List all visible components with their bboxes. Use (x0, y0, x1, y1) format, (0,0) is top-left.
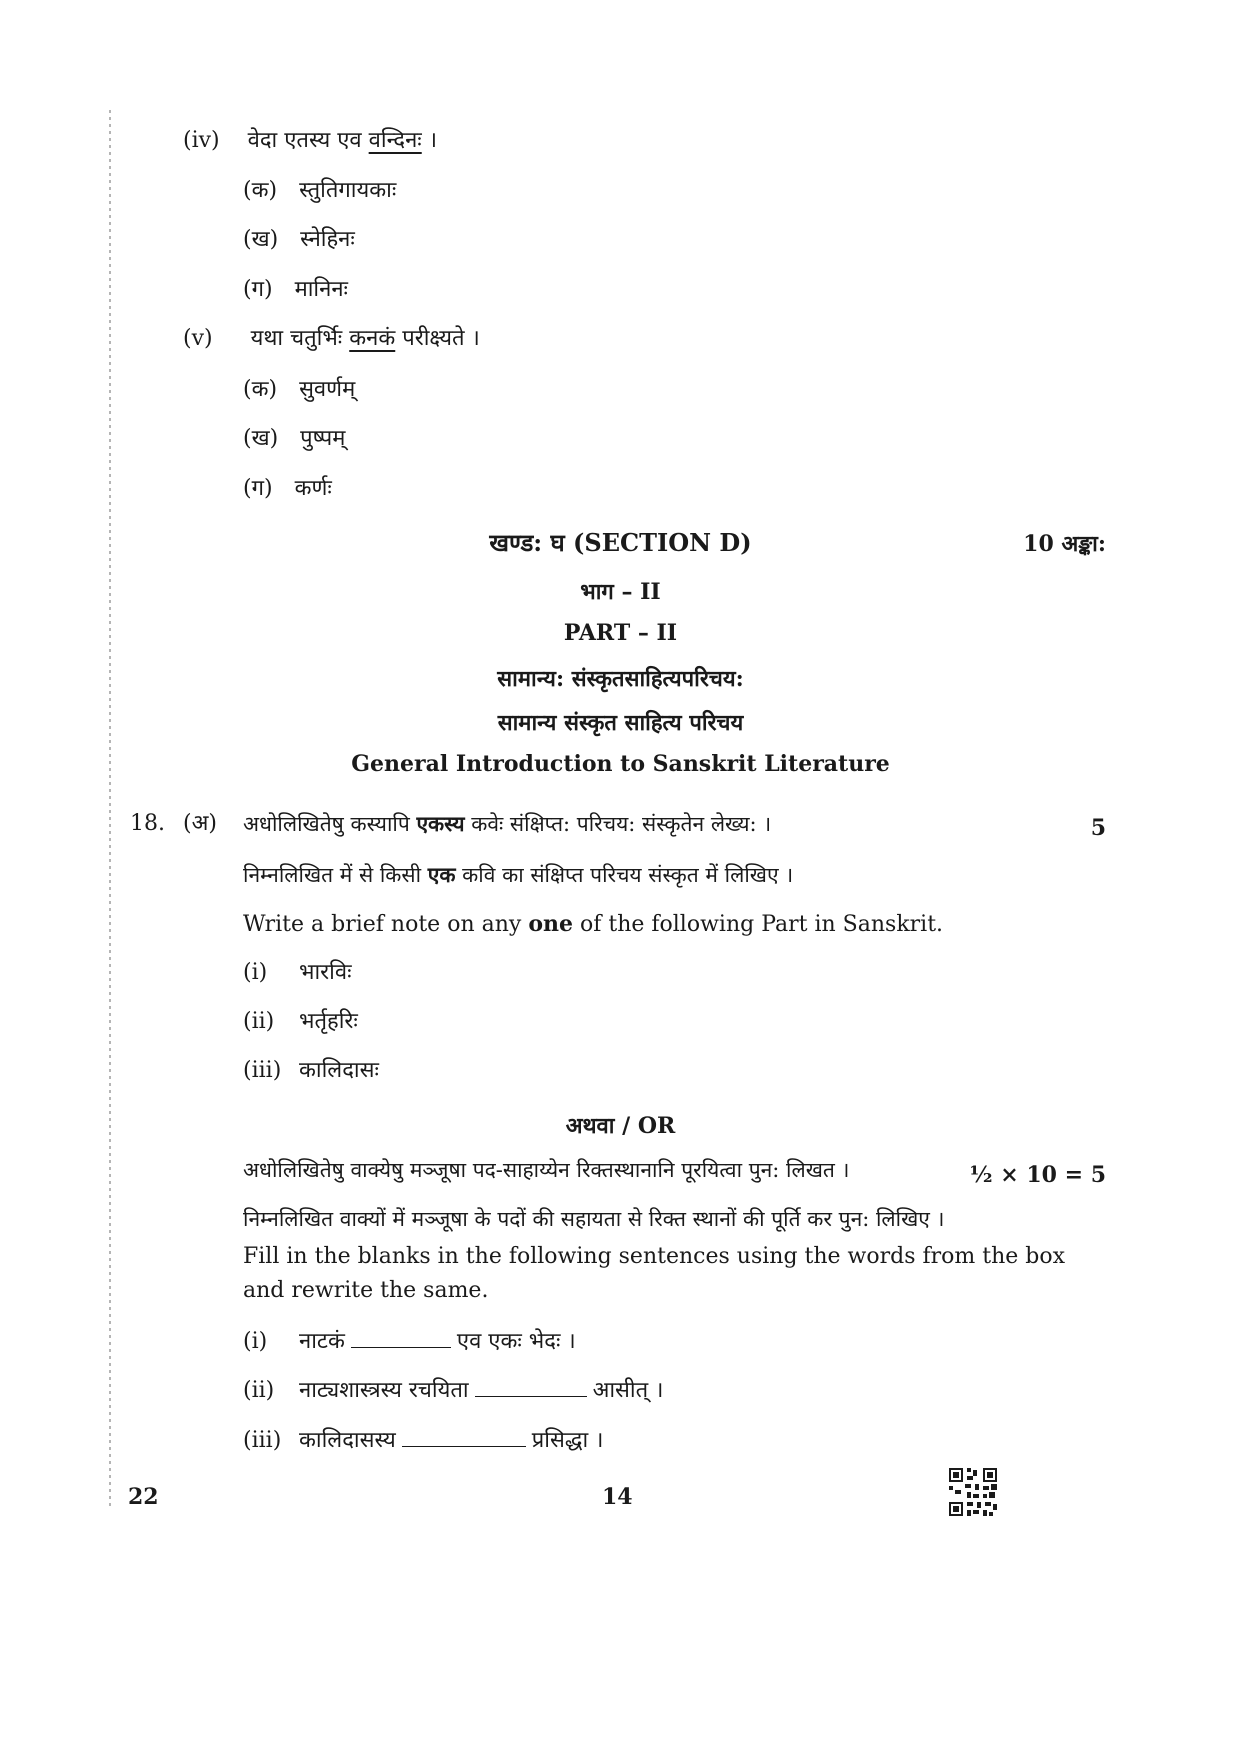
option-text: मानिनः (294, 277, 348, 302)
option-row (243, 229, 355, 251)
option-label: (क) (243, 178, 278, 203)
question-18-number: 18. (130, 811, 165, 836)
paper-code: 22 (128, 1484, 159, 1510)
question-text-post: । (421, 128, 438, 153)
item-label: (ii) (243, 1378, 275, 1403)
part-english: PART – II (563, 620, 678, 646)
option-label: (क) (243, 377, 278, 402)
text-segment: निम्नलिखित में से किसी (243, 863, 428, 887)
question-number: (iv) (183, 128, 220, 153)
blank-line (351, 1343, 451, 1348)
question-number: (v) (183, 326, 213, 351)
section-marks: 10 अङ्का: (1023, 531, 1106, 557)
part-hindi: भाग – II (580, 579, 661, 605)
option-label: (iii) (243, 1058, 282, 1083)
item-label: (iii) (243, 1428, 282, 1453)
option-text: भर्तृहरिः (299, 1009, 358, 1034)
question-text-pre: यथा चतुर्भिः (250, 326, 350, 351)
option-row (243, 379, 355, 401)
text-segment: Write a brief note on any (243, 912, 529, 937)
option-row (243, 428, 345, 450)
underlined-word: वन्दिनः (368, 128, 422, 153)
heading-hindi: सामान्य संस्कृत साहित्य परिचय (497, 710, 744, 736)
question-v (183, 328, 480, 350)
blank-line (402, 1442, 526, 1447)
option-row (243, 180, 396, 202)
question-18-line-english (243, 913, 943, 936)
or-instruction-hindi: निम्नलिखित वाक्यों में मञ्जूषा के पदों की सहायता से रिक्त स्थानों की पूर्ति कर पुन: लिखिए । (243, 1207, 945, 1231)
or-instruction-sanskrit: अधोलिखितेषु वाक्येषु मञ्जूषा पद-साहाय्येन रिक्तस्थानानि पूरयित्वा पुन: लिखत । (243, 1158, 850, 1182)
question-iv (183, 130, 437, 152)
item-text-post: प्रसिद्धा । (531, 1428, 604, 1453)
question-18-line-hindi (243, 864, 793, 886)
blank-item (243, 1331, 576, 1353)
question-text-pre: वेदा एतस्य एव (247, 128, 369, 153)
qr-code-icon (949, 1468, 997, 1516)
option-label: (ग) (243, 277, 273, 302)
blank-item (243, 1430, 603, 1452)
item-text-pre: नाटकं (299, 1329, 345, 1354)
blank-line (475, 1392, 587, 1397)
option-label: (ग) (243, 476, 273, 501)
poet-option (243, 1060, 379, 1082)
option-text: सुवर्णम् (299, 377, 356, 402)
bold-word: one (528, 911, 573, 937)
page-number: 14 (602, 1484, 633, 1510)
heading-english: General Introduction to Sanskrit Literature (351, 751, 890, 777)
item-text-pre: कालिदासस्य (299, 1428, 396, 1453)
option-text: कालिदासः (299, 1058, 379, 1083)
text-segment: of the following Part in Sanskrit. (572, 912, 944, 937)
bold-word: एकस्य (416, 811, 465, 836)
option-text: स्नेहिनः (300, 227, 355, 252)
or-instruction-english: Fill in the blanks in the following sentences using the words from the box and rewrite the same. (243, 1244, 1066, 1303)
blank-item (243, 1380, 664, 1402)
or-heading: अथवा / OR (565, 1113, 676, 1139)
margin-barcode-strip (109, 110, 111, 1510)
or-marks: ½ × 10 = 5 (969, 1162, 1106, 1188)
text-segment: कवेः संक्षिप्त: परिचय: संस्कृतेन लेख्य: । (464, 812, 772, 836)
option-row (243, 279, 348, 301)
item-text-post: एव एकः भेदः । (456, 1329, 576, 1354)
bold-word: एक (427, 862, 456, 887)
option-text: कर्णः (294, 476, 332, 501)
text-segment: अधोलिखितेषु कस्यापि (243, 812, 417, 836)
option-label: (ii) (243, 1009, 275, 1034)
option-label: (ख) (243, 227, 279, 252)
item-text-pre: नाट्यशास्त्रस्य रचयिता (299, 1378, 469, 1403)
item-text-post: आसीत् । (592, 1378, 664, 1403)
section-title: खण्ड: घ (SECTION D) (489, 528, 752, 557)
poet-option (243, 1011, 358, 1033)
underlined-word: कनकं (349, 326, 396, 351)
question-text-post: परीक्ष्यते । (395, 326, 480, 351)
poet-option (243, 962, 352, 984)
question-18-marks: 5 (1090, 815, 1106, 841)
option-text: स्तुतिगायकाः (299, 178, 397, 203)
option-label: (ख) (243, 426, 279, 451)
option-text: भारविः (299, 960, 352, 985)
item-label: (i) (243, 1329, 268, 1354)
option-text: पुष्पम् (300, 426, 346, 451)
question-18-line-sanskrit (243, 813, 771, 835)
option-label: (i) (243, 960, 268, 985)
option-row (243, 478, 332, 500)
question-18-sub: (अ) (183, 811, 217, 836)
text-segment: कवि का संक्षिप्त परिचय संस्कृत में लिखिए । (455, 863, 794, 887)
heading-sanskrit: सामान्य: संस्कृतसाहित्यपरिचय: (497, 666, 744, 692)
